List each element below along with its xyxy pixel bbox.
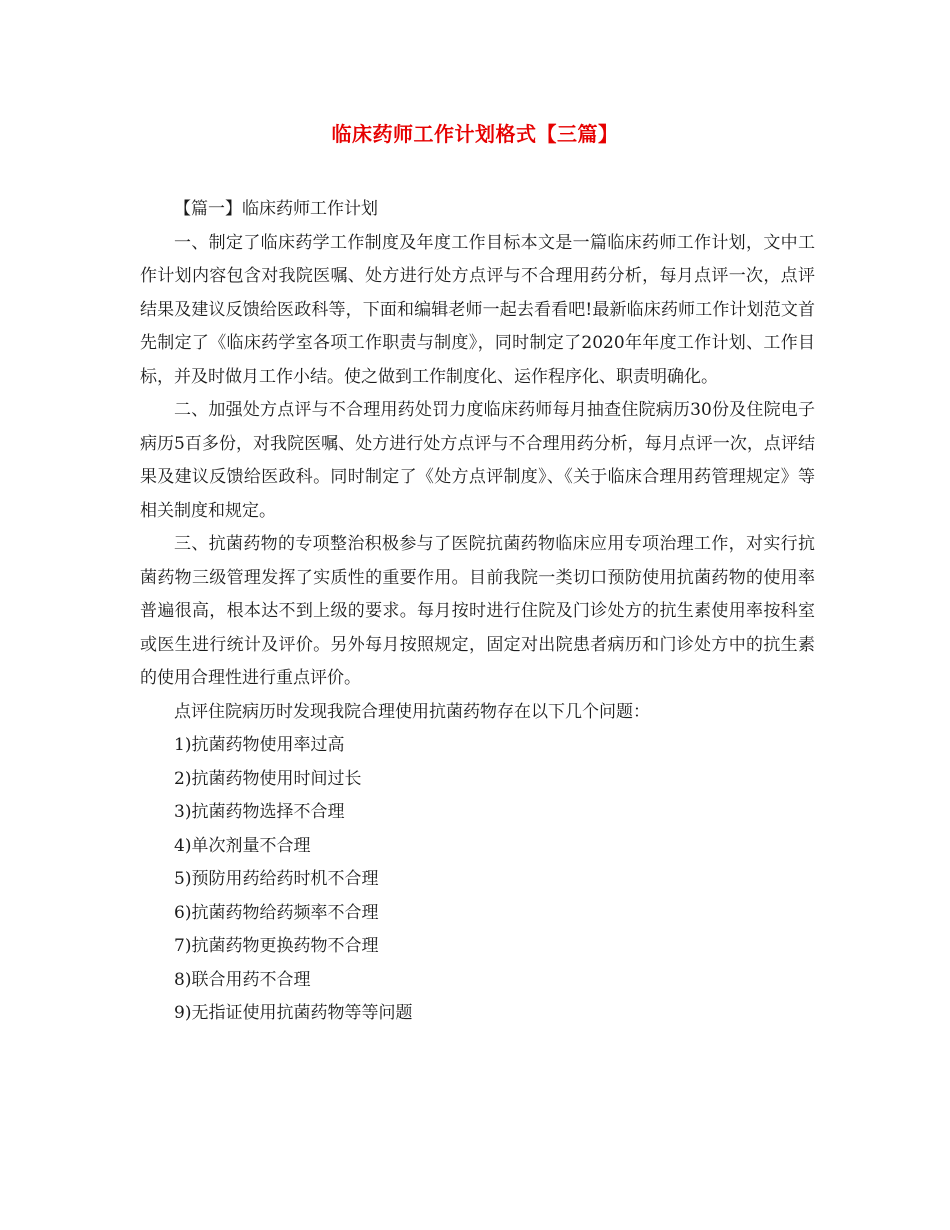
document-title: 临床药师工作计划格式【三篇】 (331, 122, 619, 146)
problem-item-3: 3)抗菌药物选择不合理 (174, 802, 345, 822)
problem-item-9: 9)无指证使用抗菌药物等等问题 (174, 1003, 413, 1023)
problem-item-7: 7)抗菌药物更换药物不合理 (174, 936, 379, 956)
paragraph-1: 一、制定了临床药学工作制度及年度工作目标本文是一篇临床药师工作计划，文中工作计划内容包含对我院医嘱、处方进行处方点评与不合理用药分析，每月点评一次，点评结果及建议反馈给医政科等，下面和编辑老师一起去看看吧!最新临床药师工作计划范文首先制定了《临床药学室各项工作职责与制度》，同时制定了2020年年度工作计划、工作目标，并及时做月工作小结。使之做到工作制度化、运作程序化、职责明确化。 (140, 232, 815, 387)
problems-intro: 点评住院病历时发现我院合理使用抗菌药物存在以下几个问题： (174, 701, 650, 722)
problem-item-4: 4)单次剂量不合理 (174, 835, 311, 856)
problem-item-2: 2)抗菌药物使用时间过长 (174, 768, 362, 789)
problem-item-1: 1)抗菌药物使用率过高 (174, 735, 345, 755)
problem-item-8: 8)联合用药不合理 (174, 969, 311, 990)
problem-item-6: 6)抗菌药物给药频率不合理 (174, 902, 379, 923)
section-heading: 【篇一】临床药师工作计划 (174, 199, 378, 219)
document-body (140, 193, 815, 1031)
paragraph-3: 三、抗菌药物的专项整治积极参与了医院抗菌药物临床应用专项治理工作，对实行抗菌药物三级管理发挥了实质性的重要作用。目前我院一类切口预防使用抗菌药物的使用率普遍很高，根本达不到上级的要求。每月按时进行住院及门诊处方的抗生素使用率按科室或医生进行统计及评价。另外每月按照规定，固定对出院患者病历和门诊处方中的抗生素的使用合理性进行重点评价。 (140, 534, 815, 688)
paragraph-2: 二、加强处方点评与不合理用药处罚力度临床药师每月抽查住院病历30份及住院电子病历5百多份，对我院医嘱、处方进行处方点评与不合理用药分析，每月点评一次，点评结果及建议反馈给医政科。同时制定了《处方点评制度》、《关于临床合理用药管理规定》等相关制度和规定。 (140, 400, 815, 521)
problem-item-5: 5)预防用药给药时机不合理 (174, 869, 379, 889)
